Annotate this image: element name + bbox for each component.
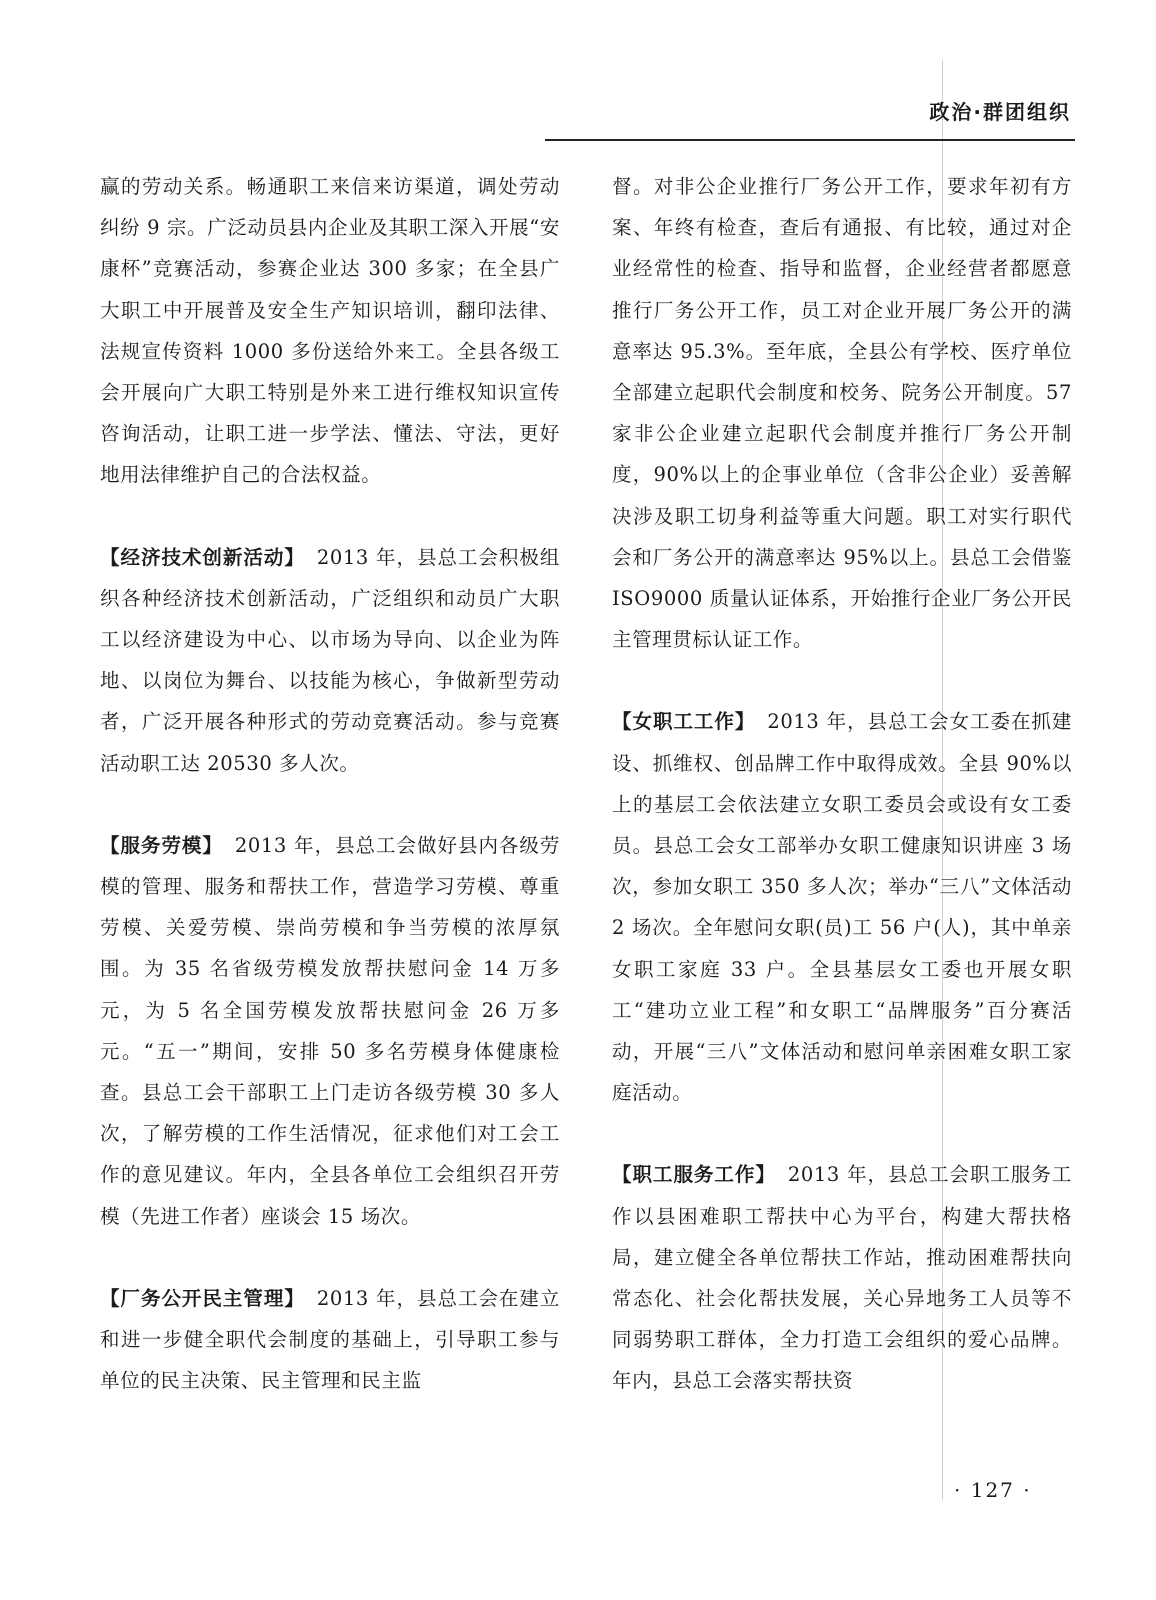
section-title: 政治·群团组织 [929,100,1071,124]
running-header [545,96,1075,141]
right-column [612,166,1072,1402]
paragraph-worker-services [612,1154,1072,1401]
header-rule [545,139,1075,141]
paragraph-factory-affairs [100,1278,560,1402]
left-column [100,166,560,1401]
paragraph-model-workers [100,825,560,1237]
heading-female-workers: 【女职工工作】 [612,710,756,734]
heading-model-workers: 【服务劳模】 [100,833,223,857]
body-tech-innovation: 2013 年，县总工会积极组织各种经济技术创新活动，广泛组织和动员广大职工以经济建设为中心、以市场为导向、以企业为阵地、以岗位为舞台、以技能为核心，争做新型劳动者，广泛开展各种形式的劳动竞赛活动。参与竞赛活动职工达 20530 多人次。 [100,545,560,775]
heading-factory-affairs: 【厂务公开民主管理】 [100,1286,305,1310]
heading-tech-innovation: 【经济技术创新活动】 [100,545,305,569]
paragraph-female-workers [612,701,1072,1113]
body-female-workers: 2013 年，县总工会女工委在抓建设、抓维权、创品牌工作中取得成效。全县 90%以上的基层工会依法建立女职工委员会或设有女工委员。县总工会女工部举办女职工健康知识讲座 3 场次，参加女职工 350 多人次；举办“三八”文体活动 2 场次。全年慰问女职(员)工 56 户(人)，其中单亲女职工家庭 33 户。全县基层女工委也开展女职工“建功立业工程”和女职工“品牌服务”百分赛活动，开展“三八”文体活动和慰问单亲困难女职工家庭活动。 [612,710,1073,1105]
body-worker-services: 2013 年，县总工会职工服务工作以县困难职工帮扶中心为平台，构建大帮扶格局，建立健全各单位帮扶工作站，推动困难帮扶向常态化、社会化帮扶发展，关心异地务工人员等不同弱势职工群体，全力打造工会组织的爱心品牌。年内，县总工会落实帮扶资 [612,1163,1072,1393]
body-model-workers: 2013 年，县总工会做好县内各级劳模的管理、服务和帮扶工作，营造学习劳模、尊重劳模、关爱劳模、崇尚劳模和争当劳模的浓厚氛围。为 35 名省级劳模发放帮扶慰问金 14 万多元，为 5 名全国劳模发放帮扶慰问金 26 万多元。“五一”期间，安排 50 多名劳模身体健康检查。县总工会干部职工上门走访各级劳模 30 多人次，了解劳模的工作生活情况，征求他们对工会工作的意见建议。年内，全县各单位工会组织召开劳模（先进工作者）座谈会 15 场次。 [100,833,561,1228]
paragraph-intro-left: 赢的劳动关系。畅通职工来信来访渠道，调处劳动纠纷 9 宗。广泛动员县内企业及其职工深入开展“安康杯”竞赛活动，参赛企业达 300 多家；在全县广大职工中开展普及安全生产知识培训，翻印法律、法规宣传资料 1000 多份送给外来工。全县各级工会开展向广大职工特别是外来工进行维权知识宣传咨询活动，让职工进一步学法、懂法、守法，更好地用法律维护自己的合法权益。 [100,175,560,487]
page-number: · 127 · [954,1478,1032,1502]
body-factory-affairs: 2013 年，县总工会在建立和进一步健全职代会制度的基础上，引导职工参与单位的民主决策、民主管理和民主监 [100,1286,560,1393]
paragraph-intro-right: 督。对非公企业推行厂务公开工作，要求年初有方案、年终有检查，查后有通报、有比较，通过对企业经常性的检查、指导和监督，企业经营者都愿意推行厂务公开工作，员工对企业开展厂务公开的满意率达 95.3%。至年底，全县公有学校、医疗单位全部建立起职代会制度和校务、院务公开制度。57 家非公企业建立起职代会制度并推行厂务公开制度，90%以上的企事业单位（含非公企业）妥善解决涉及职工切身利益等重大问题。职工对实行职代会和厂务公开的满意率达 95%以上。县总工会借鉴 ISO9000 质量认证体系，开始推行企业厂务公开民主管理贯标认证工作。 [612,175,1072,652]
paragraph-tech-innovation [100,537,560,784]
heading-worker-services: 【职工服务工作】 [612,1163,776,1187]
